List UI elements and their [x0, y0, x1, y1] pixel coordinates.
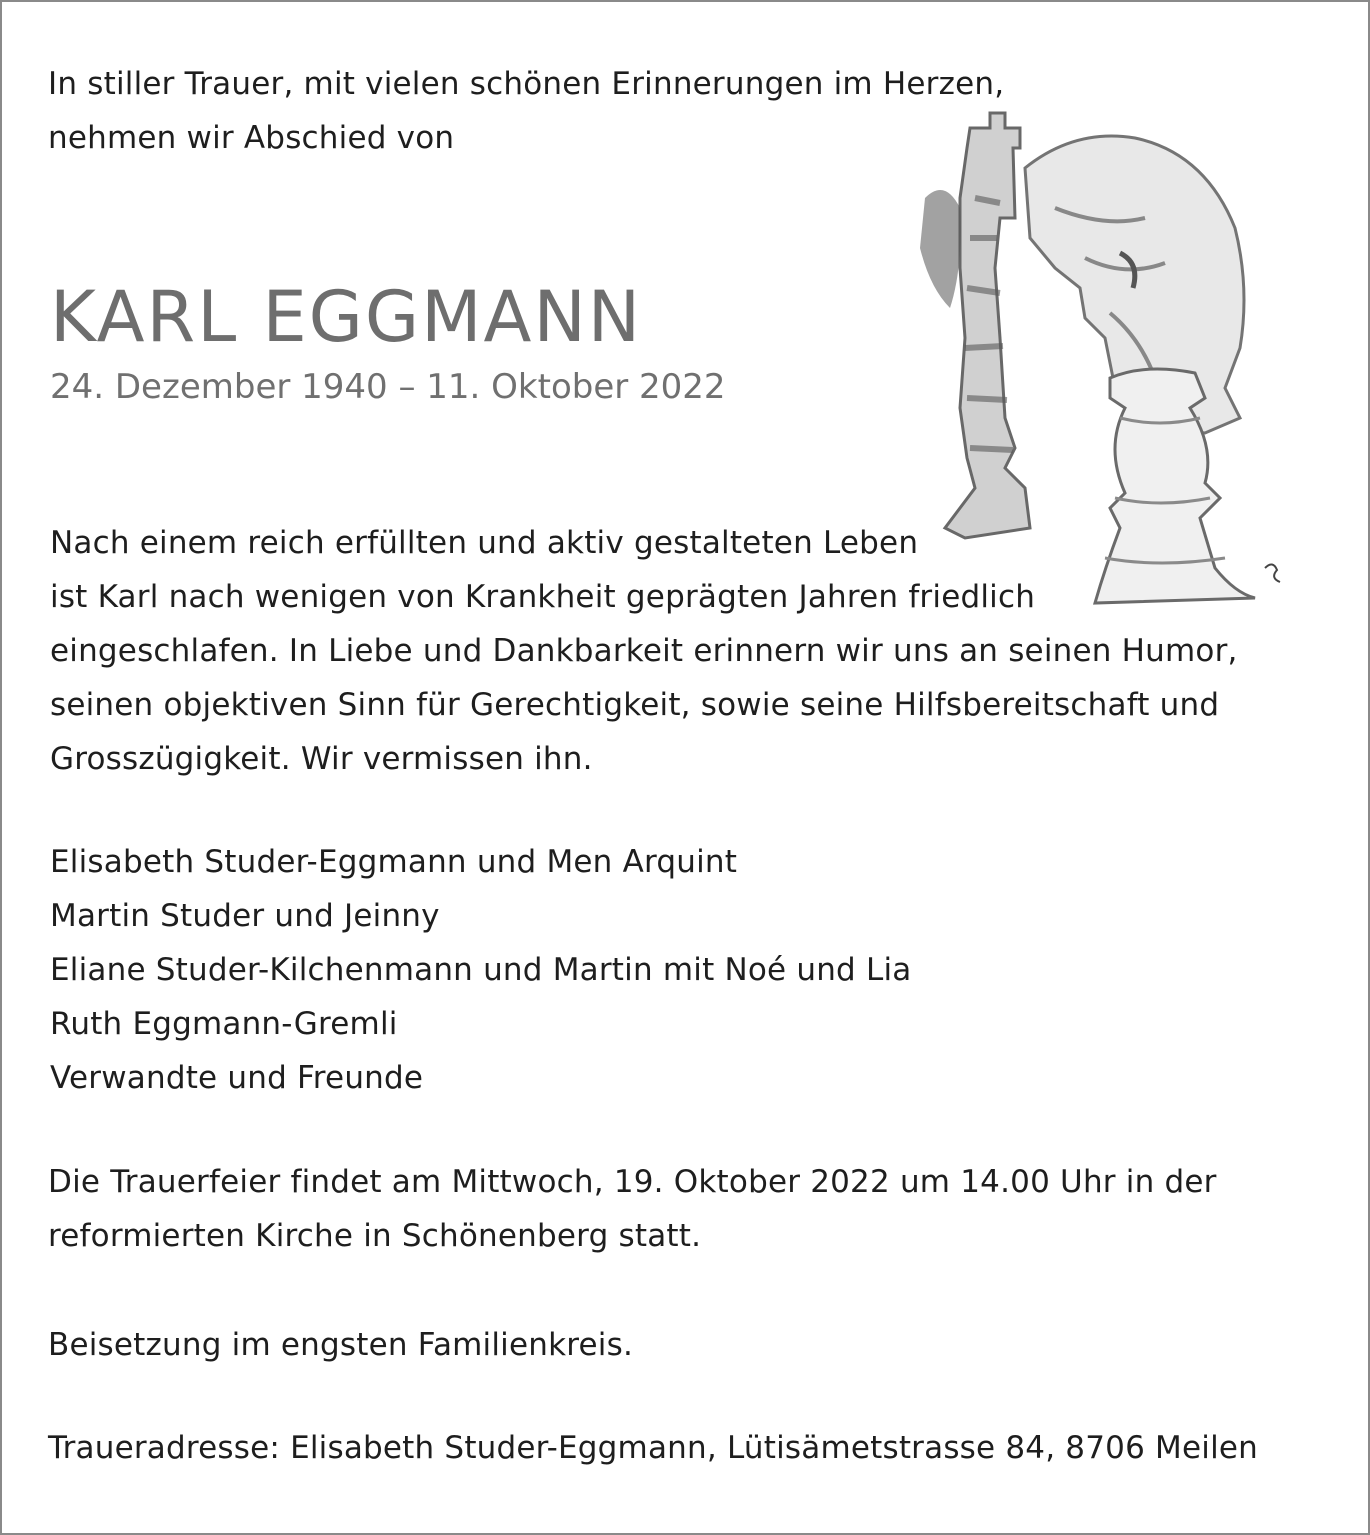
rook-icon — [920, 113, 1030, 538]
paragraph-line-5: Grosszügigkeit. Wir vermissen ihn. — [50, 741, 593, 777]
mourner-line: Eliane Studer-Kilchenmann und Martin mit Noé und Lia — [50, 952, 912, 988]
mourner-line: Elisabeth Studer-Eggmann und Men Arquint — [50, 844, 738, 880]
paragraph-line-4: seinen objektiven Sinn für Gerechtigkeit, sowie seine Hilfsbereitschaft und — [50, 687, 1220, 723]
mourning-address: Traueradresse: Elisabeth Studer-Eggmann, Lütisämetstrasse 84, 8706 Meilen — [48, 1430, 1259, 1466]
paragraph-line-1: Nach einem reich erfüllten und aktiv gestalteten Leben — [50, 525, 919, 561]
life-dates: 24. Dezember 1940 – 11. Oktober 2022 — [50, 367, 726, 407]
intro-line-1: In stiller Trauer, mit vielen schönen Erinnerungen im Herzen, — [48, 66, 1005, 102]
main-paragraph — [50, 516, 1238, 786]
mourner-line: Martin Studer und Jeinny — [50, 898, 440, 934]
mourners-list — [50, 835, 911, 1105]
service-line-2: reformierten Kirche in Schönenberg statt. — [48, 1218, 702, 1254]
paragraph-line-2: ist Karl nach wenigen von Krankheit geprägten Jahren friedlich — [50, 579, 1036, 615]
service-line-1: Die Trauerfeier findet am Mittwoch, 19. Oktober 2022 um 14.00 Uhr in der — [48, 1164, 1217, 1200]
mourner-line: Ruth Eggmann-Gremli — [50, 1006, 398, 1042]
artist-monogram-icon — [1265, 564, 1280, 582]
service-info — [48, 1155, 1217, 1263]
burial-note: Beisetzung im engsten Familienkreis. — [48, 1327, 634, 1363]
paragraph-line-3: eingeschlafen. In Liebe und Dankbarkeit erinnern wir uns an seinen Humor, — [50, 633, 1238, 669]
mourner-line: Verwandte und Freunde — [50, 1060, 424, 1096]
deceased-name: KARL EGGMANN — [50, 276, 643, 358]
intro-line-2: nehmen wir Abschied von — [48, 120, 455, 156]
intro-text — [48, 57, 1004, 165]
